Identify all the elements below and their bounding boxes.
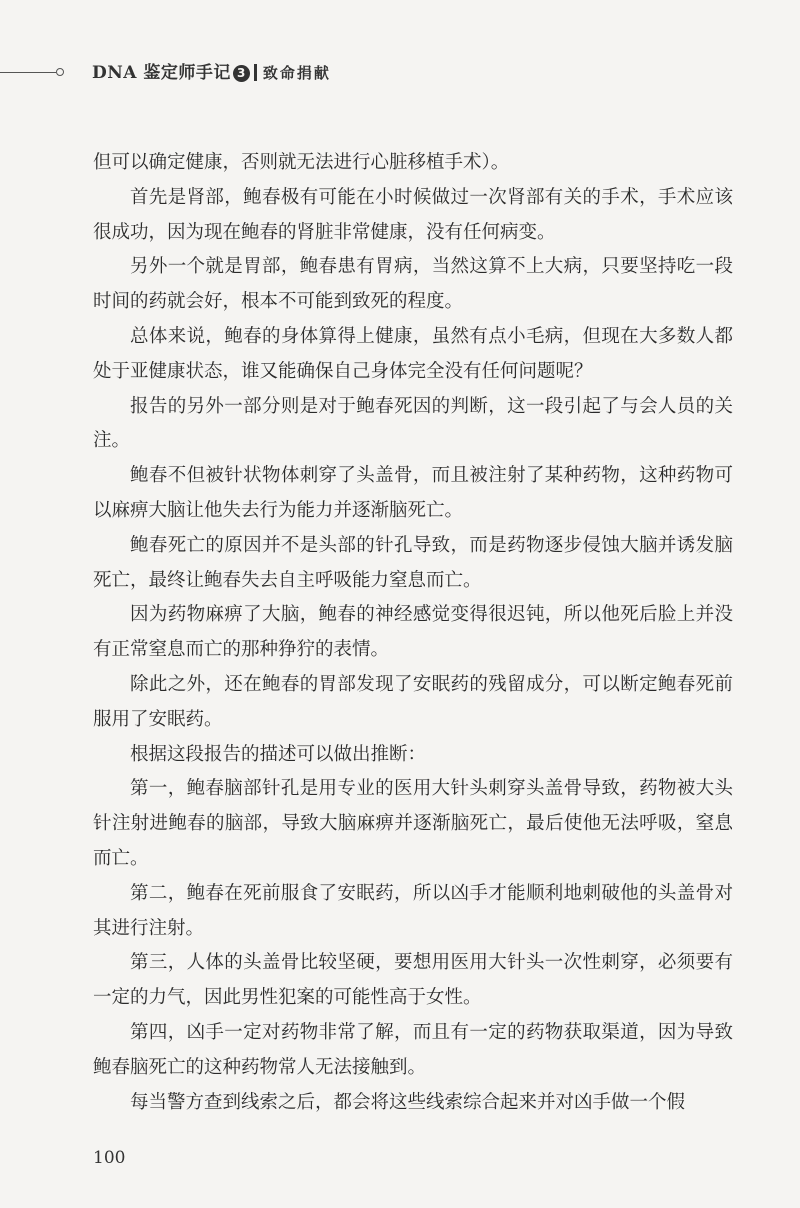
book-subtitle: 致命捐献 <box>262 64 331 82</box>
paragraph: 第一，鲍春脑部针孔是用专业的医用大针头刺穿头盖骨导致，药物被大头针注射进鲍春的脑部，导致大脑麻痹并逐渐脑死亡，最后使他无法呼吸，窒息而亡。 <box>93 778 733 869</box>
paragraph: 第三，人体的头盖骨比较坚硬，要想用医用大针头一次性刺穿，必须要有一定的力气，因此男性犯案的可能性高于女性。 <box>93 952 733 1009</box>
paragraph: 鲍春死亡的原因并不是头部的针孔导致，而是药物逐步侵蚀大脑并诱发脑死亡，最终让鲍春失去自主呼吸能力窒息而亡。 <box>93 534 733 591</box>
paragraph: 鲍春不但被针状物体刺穿了头盖骨，而且被注射了某种药物，这种药物可以麻痹大脑让他失去行为能力并逐渐脑死亡。 <box>93 465 733 521</box>
volume-badge: 3 <box>233 65 250 82</box>
header-ring-ornament <box>56 68 64 76</box>
paragraph: 第四，凶手一定对药物非常了解，而且有一定的药物获取渠道，因为导致鲍春脑死亡的这种药物常人无法接触到。 <box>93 1021 733 1078</box>
running-header <box>0 58 800 88</box>
paragraph: 总体来说，鲍春的身体算得上健康，虽然有点小毛病，但现在大多数人都处于亚健康状态，谁又能确保自己身体完全没有任何问题呢？ <box>93 325 733 382</box>
paragraph: 因为药物麻痹了大脑，鲍春的神经感觉变得很迟钝，所以他死后脸上并没有正常窒息而亡的那种狰狞的表情。 <box>93 604 733 661</box>
paragraph: 除此之外，还在鲍春的胃部发现了安眠药的残留成分，可以断定鲍春死前服用了安眠药。 <box>93 673 733 730</box>
paragraph: 另外一个就是胃部，鲍春患有胃病，当然这算不上大病，只要坚持吃一段时间的药就会好，根本不可能到致死的程度。 <box>93 256 733 313</box>
page-body <box>93 146 733 1120</box>
book-title <box>92 58 331 83</box>
paragraph: 报告的另外一部分则是对于鲍春死因的判断，这一段引起了与会人员的关注。 <box>93 395 733 452</box>
paragraph: 第二，鲍春在死前服食了安眠药，所以凶手才能顺利地刺破他的头盖骨对其进行注射。 <box>93 882 733 939</box>
paragraph: 根据这段报告的描述可以做出推断： <box>130 743 427 765</box>
title-separator <box>254 64 257 81</box>
paragraph: 每当警方查到线索之后，都会将这些线索综合起来并对凶手做一个假 <box>130 1091 686 1113</box>
paragraph: 但可以确定健康，否则就无法进行心脏移植手术）。 <box>93 152 510 173</box>
header-rule <box>0 72 56 73</box>
paragraph: 首先是肾部，鲍春极有可能在小时候做过一次肾部有关的手术，手术应该很成功，因为现在鲍春的肾脏非常健康，没有任何病变。 <box>93 186 733 243</box>
book-title-text: DNA 鉴定师手记 <box>92 63 231 83</box>
page-number: 100 <box>93 1148 126 1168</box>
